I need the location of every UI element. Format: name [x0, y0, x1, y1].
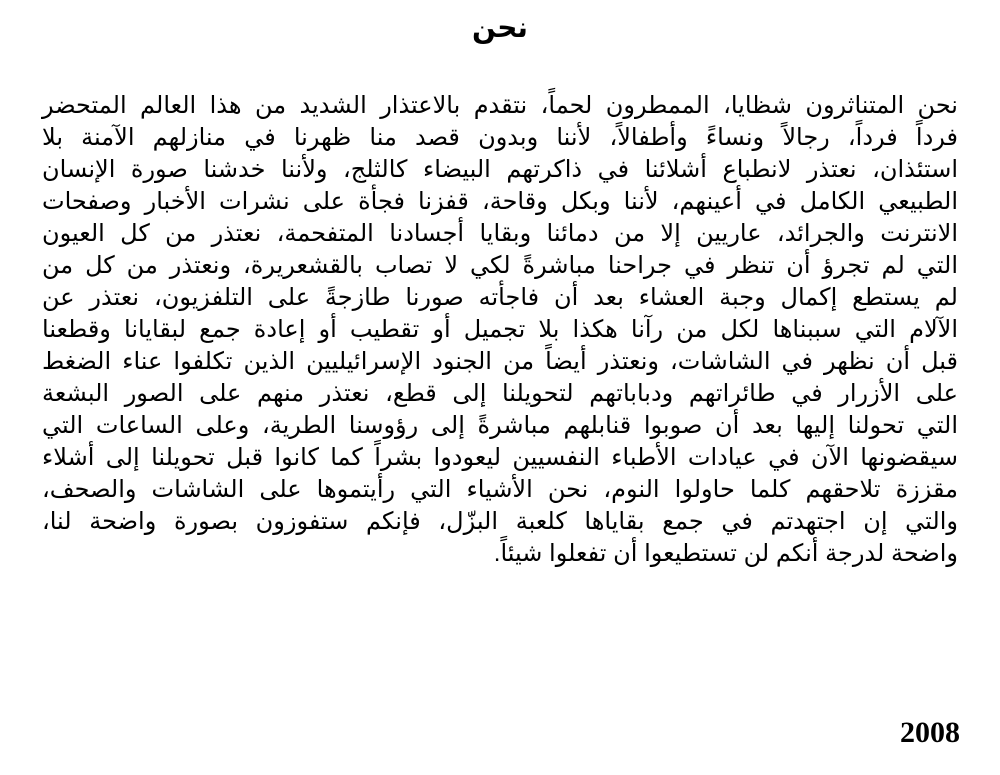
body-line: نحن المتناثرون شظايا، الممطرون لحماً، نتقدم بالاعتذار الشديد من هذا العالم المتحضر — [42, 92, 958, 119]
body-line: والتي إن اجتهدتم في جمع بقاياها كلعبة البزّل، فإنكم ستفوزون بصورة واضحة لنا، — [42, 508, 958, 535]
document-body — [42, 90, 958, 570]
body-line: التي تحولنا إليها بعد أن صوبوا قنابلهم مباشرةً إلى رؤوسنا الطرية، وعلى الساعات التي — [42, 412, 958, 439]
body-line: التي لم تجرؤ أن تنظر في جراحنا مباشرةً لكي لا تصاب بالقشعريرة، ونعتذر من كل من — [42, 252, 958, 279]
body-line: على الأزرار في طائراتهم ودباباتهم لتحويلنا إلى قطع، نعتذر منهم على الصور البشعة — [42, 380, 958, 407]
body-line: مقززة تلاحقهم كلما حاولوا النوم، نحن الأشياء التي رأيتموها على الشاشات والصحف، — [42, 476, 958, 503]
body-line: الانترنت والجرائد، عاريين إلا من دمائنا وبقايا أجسادنا المتفحمة، نعتذر من كل العيون — [42, 220, 958, 247]
document-title: نحن — [472, 12, 528, 43]
body-line: لم يستطع إكمال وجبة العشاء بعد أن فاجأته صورنا طازجةً على التلفزيون، نعتذر عن — [42, 284, 958, 311]
body-line: قبل أن نظهر في الشاشات، ونعتذر أيضاً من الجنود الإسرائيليين الذين تكلفوا عناء الضغط — [42, 348, 958, 375]
body-line: استئذان، نعتذر لانطباع أشلائنا في ذاكرتهم البيضاء كالثلج، ولأننا خدشنا صورة الإنسان — [42, 156, 958, 183]
body-line: الطبيعي الكامل في أعينهم، لأننا وبكل وقاحة، قفزنا فجأة على نشرات الأخبار وصفحات — [42, 188, 958, 215]
body-line: سيقضونها الآن في عيادات الأطباء النفسيين ليعودوا بشراً كما كانوا قبل تحويلنا إلى أشلاء — [42, 444, 958, 471]
document-year: 2008 — [900, 716, 960, 749]
body-line: فرداً فرداً، رجالاً ونساءً وأطفالاً، لأننا وبدون قصد منا ظهرنا في منازلهم الآمنة بلا — [42, 124, 958, 151]
body-line: الآلام التي سببناها لكل من رآنا هكذا بلا تجميل أو تقطيب أو إعادة جمع لبقايانا وقطعنا — [42, 316, 958, 343]
body-line-last: واضحة لدرجة أنكم لن تستطيعوا أن تفعلوا شيئاً. — [493, 540, 958, 567]
